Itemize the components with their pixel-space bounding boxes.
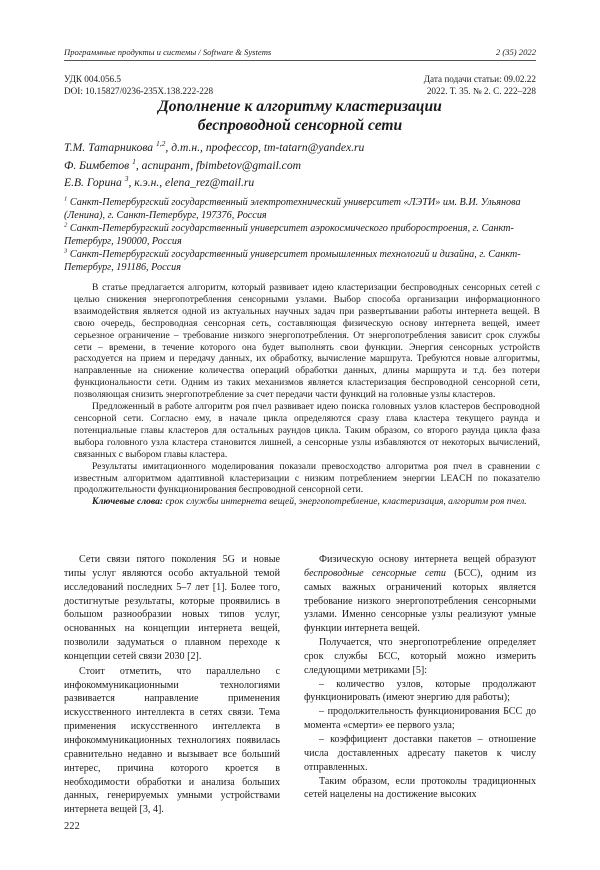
journal-header: Программные продукты и системы / Software & Systems — [64, 47, 272, 57]
body-paragraph: Получается, что энергопотребление определяет срок службы БСС, который можно измерить следующими метриками [5]: — [304, 637, 536, 676]
affiliation-list — [64, 196, 539, 274]
page-number: 222 — [64, 821, 80, 832]
author-affil-ref: 1,2 — [156, 139, 166, 149]
meta-right — [424, 73, 536, 97]
body-text: Физическую основу интернета вещей образуют — [319, 554, 536, 565]
body-paragraph: Таким образом, если протоколы традиционных сетей нацелены на достижение высоких — [304, 775, 536, 801]
title-line-2: беспроводной сенсорной сети — [197, 117, 403, 134]
abstract — [74, 282, 540, 508]
author-affil-ref: 3 — [124, 174, 129, 184]
affiliation-text: Санкт-Петербургский государственный университет промышленных технологий и дизайна, г. Санкт-Петербург, 191186, Россия — [64, 249, 521, 273]
author-details: , аспирант, fbimbetov@gmail.com — [135, 158, 302, 172]
keywords-text: срок службы интернета вещей, энергопотребление, кластеризация, алгоритм роя пчел. — [165, 496, 527, 508]
author-affil-ref: 1 — [132, 156, 136, 166]
doi: DOI: 10.15827/0236-235X.138.222-228 — [64, 86, 214, 96]
title-line-1: Дополнение к алгоритму кластеризации — [158, 98, 442, 115]
affiliation-ref: 3 — [64, 247, 68, 255]
body-paragraph — [304, 553, 536, 636]
keywords — [74, 496, 540, 508]
body-paragraph: Стоит отметить, что параллельно с инфокоммуникационными технологиями развивается направление применения искусственного интеллекта в сетях связи. Тема применения искусственного интеллекта в инфокоммуникационных технологиях появилась сравнительно недавно и вызывает все больший интерес, причина которого кроется в необходимости обработки и анализа больших данных, генерируемых умными устройствами интернета вещей [3, 4]. — [64, 665, 280, 816]
author — [64, 157, 364, 175]
affiliation-text: Санкт-Петербургский государственный университет аэрокосмического приборостроения, г. Санкт-Петербург, 190000, Россия — [64, 223, 514, 247]
affiliation — [64, 222, 539, 248]
body-right-column — [304, 553, 536, 802]
body-paragraph: Сети связи пятого поколения 5G и новые типы услуг являются особо актуальной темой исследований последних 5–7 лет [1]. Более того, достигнутые результаты, которые проявились в большом разнообразии новых типов услуг, основанных на концепции интернета вещей, позволили задуматься о плавном переходе к концепции сетей связи 2030 [2]. — [64, 554, 280, 662]
article-title — [0, 97, 600, 135]
author-list — [64, 139, 364, 192]
citation: 2022. Т. 35. № 2. С. 222–228 — [426, 86, 536, 96]
body-term: беспроводные сенсорные сети — [304, 567, 446, 579]
header-rule — [64, 60, 536, 61]
list-item: – коэффициент доставки пакетов – отношение числа доставленных адресату пакетов к числу отправленных. — [304, 733, 536, 773]
issue-header: 2 (35) 2022 — [495, 47, 536, 57]
list-item: – продолжительность функционирования БСС до момента «смерти» ее первого узла; — [304, 706, 536, 732]
body-left-column — [64, 553, 280, 817]
abstract-paragraph: Предложенный в работе алгоритм роя пчел развивает идею поиска головных узлов кластеров беспроводной сенсорной сети. Согласно ему, в начале цикла определяются сразу глава кластера текущего раунда и потенциальные главы кластеров для остальных раундов цикла. Таким образом, со второго раунда цикла фаза выбора головного узла кластера становится лишней, а сенсорные узлы избавляются от некоторых вычислений, связанных с выбором главы кластера. — [74, 401, 540, 460]
affiliation-text: Санкт-Петербургский государственный электротехнический университет «ЛЭТИ» им. В.И. Ульянова (Ленина), г. Санкт-Петербург, 197376, Россия — [64, 197, 521, 221]
abstract-paragraph: В статье предлагается алгоритм, который развивает идею кластеризации беспроводных сенсорных сетей с целью снижения энергопотребления сенсорными узлами. Выбор способа организации информационного взаимодействия является одной из актуальных научных задач при развертывании работы интернета вещей. В свою очередь, беспроводная сенсорная сеть, составляющая физическую основу интернета вещей, имеет серьезное ограничение – требование низкого энергопотребления. От энергопотребления зависит срок службы сети – времени, в течение которого она будет выполнять свои функции. Энергия сенсорных устройств расходуется на прием и передачу данных, их обработку, вычисление маршрута. Требуются новые алгоритмы, направленные на снижение количества операций обработки данных, длины маршрута и т.д. без потери функциональности сети. Одним из таких механизмов является кластеризация беспроводной сенсорной сети, позволяющая снизить энергопотребление за счет передачи части функций на головные узлы кластеров. — [74, 282, 540, 401]
list-item: – количество узлов, которые продолжают функционировать (имеют энергию для работы); — [304, 678, 536, 704]
keywords-label: Ключевые слова: — [92, 496, 164, 508]
author — [64, 174, 364, 192]
affiliation — [64, 196, 539, 222]
affiliation — [64, 248, 539, 274]
author — [64, 139, 364, 157]
body-text: (БСС), одним из самых важных ограничений которых является требование низкого энергопотребления сенсорными узлами. Именно сенсорные узлы реализуют умные функции интернета вещей. — [304, 567, 536, 635]
udc-code: УДК 004.056.5 — [64, 74, 122, 84]
meta-left — [64, 73, 213, 97]
affiliation-ref: 1 — [64, 195, 68, 203]
abstract-paragraph: Результаты имитационного моделирования показали превосходство алгоритма роя пчел в сравнении с известным алгоритмом адаптивной кластеризации с низким потреблением энергии LEACH по показателю продолжительности функционирования беспроводной сенсорной сети. — [74, 460, 540, 496]
affiliation-ref: 2 — [64, 221, 68, 229]
received-date: Дата подачи статьи: 09.02.22 — [423, 74, 536, 84]
author-name: Т.М. Татарникова — [64, 141, 154, 154]
author-name: Ф. Бимбетов — [64, 158, 130, 172]
author-details: , к.э.н., elena_rez@mail.ru — [128, 176, 255, 189]
author-details: , д.т.н., профессор, tm-tatarn@yandex.ru — [165, 141, 365, 154]
author-name: Е.В. Горина — [64, 176, 122, 189]
